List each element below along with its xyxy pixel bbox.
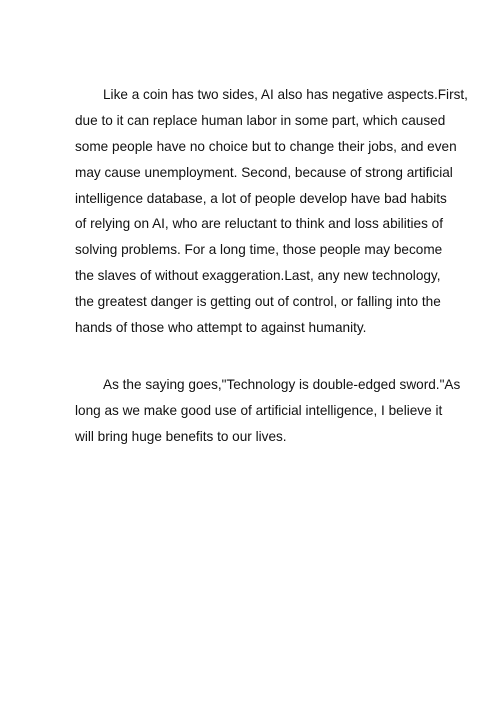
paragraph-conclusion: [75, 372, 461, 450]
paragraph-ai-negative-aspects: [75, 82, 468, 341]
paragraph-line: of relying on AI, who are reluctant to think and loss abilities of: [75, 216, 443, 232]
paragraph-line: hands of those who attempt to against humanity.: [75, 320, 367, 336]
paragraph-line: intelligence database, a lot of people develop have bad habits: [75, 190, 447, 206]
paragraph-line: As the saying goes,"Technology is double-edged sword."As: [103, 377, 461, 392]
paragraph-line: the slaves of without exaggeration.Last, any new technology,: [75, 268, 441, 284]
paragraph-line: solving problems. For a long time, those people may become: [75, 242, 443, 258]
paragraph-line: Like a coin has two sides, AI also has negative aspects.First,: [103, 87, 468, 102]
paragraph-line: long as we make good use of artificial intelligence, I believe it: [75, 402, 443, 418]
paragraph-line: may cause unemployment. Second, because of strong artificial: [75, 164, 453, 180]
paragraph-line: due to it can replace human labor in some part, which caused: [75, 112, 446, 128]
paragraph-line: will bring huge benefits to our lives.: [75, 428, 287, 444]
paragraph-line: the greatest danger is getting out of control, or falling into the: [75, 294, 441, 310]
paragraph-line: some people have no choice but to change their jobs, and even: [75, 138, 457, 154]
